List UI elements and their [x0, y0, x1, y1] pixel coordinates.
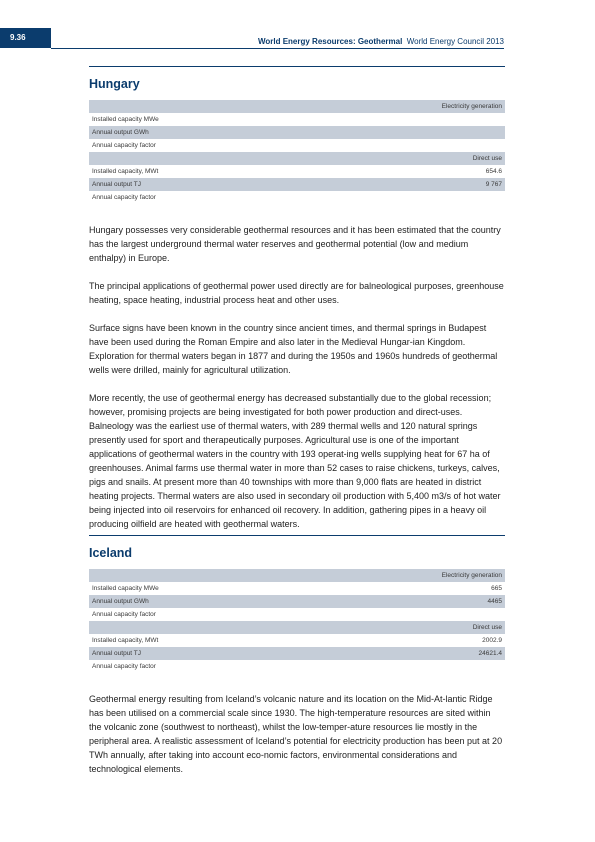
- section-rule: [89, 535, 505, 536]
- table-row: [89, 660, 505, 673]
- section-hungary: [89, 66, 505, 545]
- row-value: 9 767: [307, 178, 505, 191]
- row-value: 24621.4: [307, 647, 505, 660]
- row-label: Installed capacity MWe: [89, 582, 307, 595]
- row-value: 4465: [307, 595, 505, 608]
- section-iceland: [89, 535, 505, 790]
- table-row: [89, 165, 505, 178]
- row-value: 665: [307, 582, 505, 595]
- row-value: [307, 608, 505, 621]
- column-heading: Direct use: [307, 621, 505, 634]
- table-row: [89, 634, 505, 647]
- row-value: [307, 139, 505, 152]
- table-header-row: [89, 569, 505, 582]
- table-header-row: [89, 100, 505, 113]
- row-label: Annual capacity factor: [89, 139, 307, 152]
- section-title: Hungary: [89, 77, 140, 91]
- body-paragraph: Surface signs have been known in the country since ancient times, and thermal springs in Budapest have been used during the Roman Empire and also later in the Medieval Hungar-ian Kingdom. Exploration for thermal waters began in 1877 and during the 1950s and 1960s hundreds of geothermal wells were drilled, mainly for agricultural utilization.: [89, 323, 498, 375]
- row-label: Annual capacity factor: [89, 660, 307, 673]
- row-label: Annual output GWh: [89, 595, 307, 608]
- table-row: [89, 178, 505, 191]
- row-value: 2002.9: [307, 634, 505, 647]
- column-heading: Electricity generation: [307, 100, 505, 113]
- body-paragraph: Hungary possesses very considerable geothermal resources and it has been estimated that the country has the largest underground thermal water reserves and geothermal potential (low and medium enthalpy) in Europe.: [89, 225, 501, 263]
- page-number-tab: [0, 28, 51, 48]
- column-heading: Direct use: [307, 152, 505, 165]
- row-label: Installed capacity MWe: [89, 113, 307, 126]
- header-rule: [51, 48, 504, 49]
- body-paragraph: More recently, the use of geothermal energy has decreased substantially due to the global recession; however, promising projects are being investigated for both power production and direct-uses. Balneology was the earliest use of thermal waters, with 289 thermal wells and 120 natural springs presently used for sport and therapeutically purposes. Agricultural use is one of the important applications of geothermal waters in the country with 193 operat-ing wells supplying heat for 67 ha of greenhouses. Animal farms use thermal water in more than 52 cases to raise chickens, turkeys, calves, pigs and snails. At present more than 40 townships with more than 9,000 flats are heated in district heating projects. Thermal waters are also used in secondary oil production with 5,400 m3/s of hot water being injected into oil reservoirs for enhanced oil recovery. In addition, gathering pipes in a heavy oil producing oilfield are heated with geothermal waters.: [89, 393, 501, 529]
- table-row: [89, 126, 505, 139]
- row-label: Installed capacity, MWt: [89, 165, 307, 178]
- table-row: [89, 582, 505, 595]
- row-label: [89, 100, 307, 113]
- row-label: Annual capacity factor: [89, 191, 307, 204]
- table-row: [89, 647, 505, 660]
- body-paragraph: Geothermal energy resulting from Iceland’s volcanic nature and its location on the Mid-At-lantic Ridge has been utilised on a commercial scale since 1930. The high-temperature resources are sited within the volcanic zone (southwest to northeast), whilst the low-temper-ature resources lie mostly in the peripheral area. A realistic assessment of Iceland’s potential for electricity production has been put at 20 TWh annually, after taking into account eco-nomic factors, environmental considerations and technological elements.: [89, 694, 503, 774]
- row-value: 654.6: [307, 165, 505, 178]
- table-header-row: [89, 152, 505, 165]
- table-header-row: [89, 621, 505, 634]
- row-value: [307, 191, 505, 204]
- section-title: Iceland: [89, 546, 133, 560]
- row-label: [89, 569, 307, 582]
- table-row: [89, 113, 505, 126]
- energy-table: [89, 100, 505, 204]
- running-org: World Energy Council 2013: [406, 37, 504, 46]
- row-label: [89, 621, 307, 634]
- row-label: Annual output TJ: [89, 178, 307, 191]
- energy-table: [89, 569, 505, 673]
- table-row: [89, 139, 505, 152]
- section-rule: [89, 66, 505, 67]
- table-row: [89, 608, 505, 621]
- row-value: [307, 660, 505, 673]
- row-label: Annual output GWh: [89, 126, 307, 139]
- row-label: Annual capacity factor: [89, 608, 307, 621]
- body-paragraph: The principal applications of geothermal power used directly are for balneological purposes, greenhouse heating, space heating, industrial process heat and other uses.: [89, 281, 504, 305]
- page-number: 9.36: [10, 33, 26, 42]
- running-header: [258, 37, 504, 46]
- row-label: Annual output TJ: [89, 647, 307, 660]
- column-heading: Electricity generation: [307, 569, 505, 582]
- row-value: [307, 113, 505, 126]
- row-label: Installed capacity, MWt: [89, 634, 307, 647]
- row-value: [307, 126, 505, 139]
- table-row: [89, 595, 505, 608]
- row-label: [89, 152, 307, 165]
- running-title: World Energy Resources: Geothermal: [257, 37, 403, 46]
- table-row: [89, 191, 505, 204]
